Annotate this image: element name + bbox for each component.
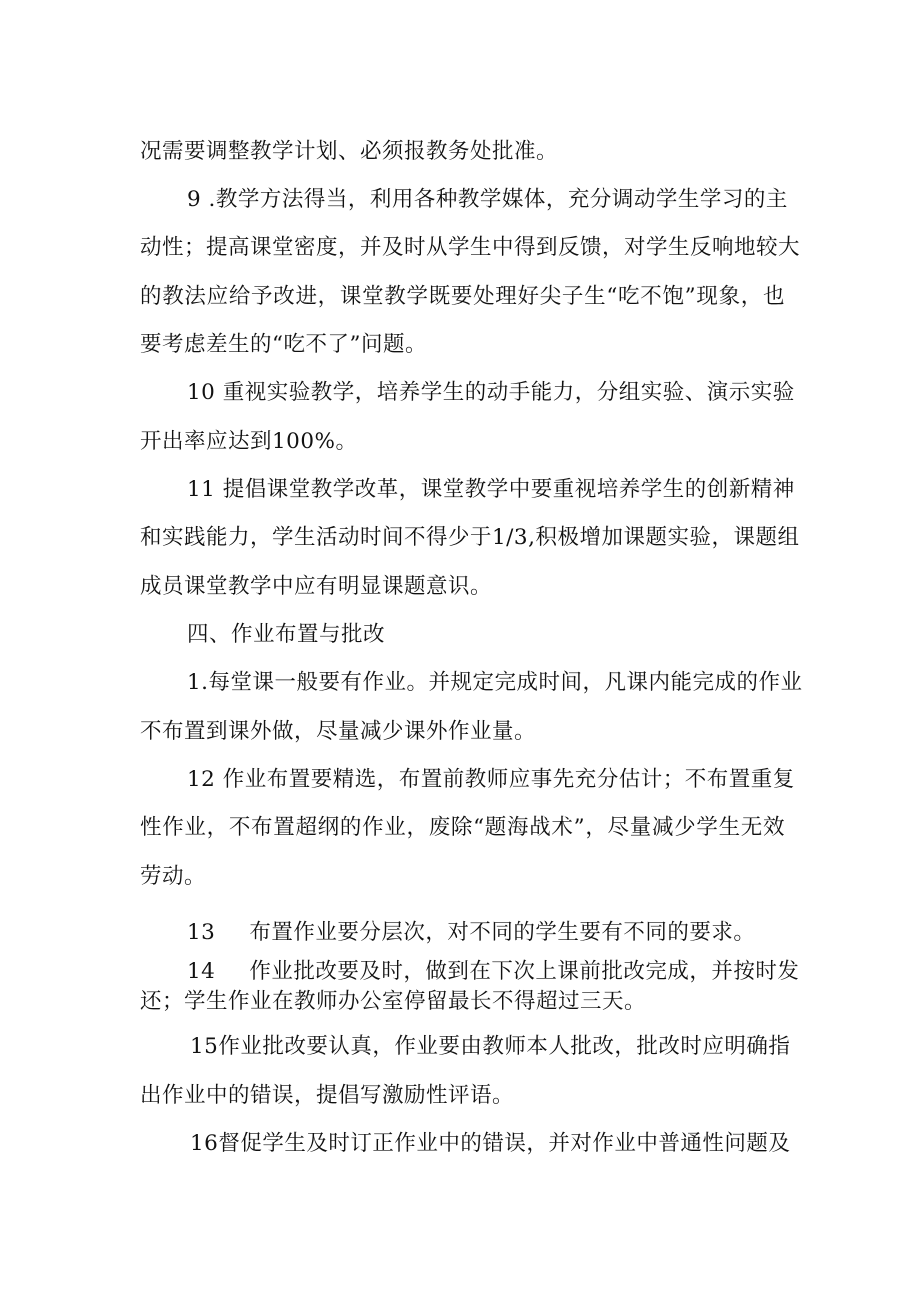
section-heading: 四、作业布置与批改 xyxy=(187,622,386,647)
text-line: 出作业中的错误，提倡写激励性评语。 xyxy=(140,1083,515,1108)
text-line: 况需要调整教学计划、必须报教务处批准。 xyxy=(140,139,559,164)
text-line: 劳动。 xyxy=(140,864,207,889)
text-line: 和实践能力，学生活动时间不得少于1/3,积极增加课题实验，课题组 xyxy=(140,525,800,550)
text-line-item-13 xyxy=(187,918,755,948)
text-line-item-14 xyxy=(187,957,799,987)
text-line: 开出率应达到100%。 xyxy=(140,429,358,454)
text-line: 性作业，不布置超纲的作业，废除“题海战术”，尽量减少学生无效 xyxy=(140,815,785,840)
text-line: 要考虑差生的“吃不了”问题。 xyxy=(140,332,427,357)
text-line: 不布置到课外做，尽量减少课外作业量。 xyxy=(140,719,537,744)
text-line: 动性；提高课堂密度，并及时从学生中得到反馈，对学生反响地较大 xyxy=(140,235,801,260)
text-line: 成员课堂教学中应有明显课题意识。 xyxy=(140,574,493,599)
text-line: 15作业批改要认真，作业要由教师本人批改，批改时应明确指 xyxy=(190,1034,791,1059)
item-text: 作业批改要及时，做到在下次上课前批改完成，并按时发 xyxy=(249,959,800,984)
item-number: 13 xyxy=(187,920,216,945)
text-line: 的教法应给予改进，课堂教学既要处理好尖子生“吃不饱”现象，也 xyxy=(140,284,785,309)
text-line: 10 重视实验教学，培养学生的动手能力，分组实验、演示实验 xyxy=(187,380,795,405)
text-line: 16督促学生及时订正作业中的错误，并对作业中普通性问题及 xyxy=(190,1131,791,1156)
text-line: 还；学生作业在教师办公室停留最长不得超过三天。 xyxy=(140,989,647,1014)
text-line: 12 作业布置要精选，布置前教师应事先充分估计；不布置重复 xyxy=(187,767,795,792)
text-line: 1.每堂课一般要有作业。并规定完成时间，凡课内能完成的作业 xyxy=(187,670,803,695)
item-text: 布置作业要分层次，对不同的学生要有不同的要求。 xyxy=(249,920,756,945)
text-line: 11 提倡课堂教学改革，课堂教学中要重视培养学生的创新精神 xyxy=(187,477,795,502)
item-number: 14 xyxy=(187,959,216,984)
text-line: 9 .教学方法得当，利用各种教学媒体，充分调动学生学习的主 xyxy=(187,187,788,212)
